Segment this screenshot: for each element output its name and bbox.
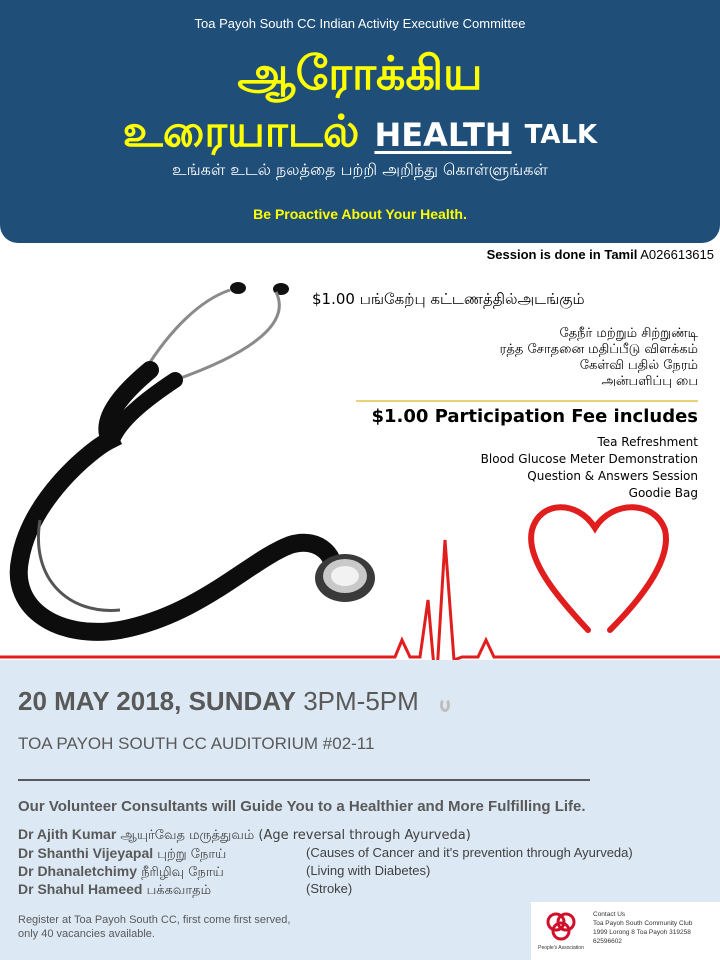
contact-box [531, 902, 720, 960]
consultant-topic: (Stroke) [306, 881, 353, 896]
decorative-arc-icon [440, 698, 450, 712]
talk-word: TALK [524, 119, 598, 150]
event-date: 20 MAY 2018, SUNDAY [18, 686, 296, 716]
fee-divider [356, 400, 698, 402]
consultant-name: Dr Shanthi Vijeyapal [18, 845, 154, 861]
registration-note [18, 913, 348, 941]
event-date-time [18, 686, 419, 717]
contact-address: 1999 Lorong 8 Toa Payoh 319258 [593, 929, 691, 936]
committee-name: Toa Payoh South CC Indian Activity Executive Committee [194, 16, 526, 31]
consultant-row [18, 863, 720, 881]
tamil-subtitle: உங்கள் உடல் நலத்தை பற்றி அறிந்து கொள்ளுங்கள் [172, 160, 548, 179]
consultant-tamil-topic: புற்று நோய் [157, 847, 227, 862]
org-name: People's Association [538, 945, 584, 951]
consultant-tamil-topic: பக்கவாதம் [146, 883, 212, 898]
heart-icon [531, 507, 666, 630]
consultant-tamil-topic: ஆயுர்வேத மருத்துவம் [120, 828, 255, 843]
peoples-association-logo-icon [545, 911, 577, 941]
session-label: Session is done in Tamil [486, 247, 638, 262]
list-item: அன்பளிப்பு பை [601, 374, 698, 389]
list-item: கேள்வி பதில் நேரம் [579, 358, 698, 373]
title-row [0, 106, 720, 163]
health-word: HEALTH [374, 115, 512, 154]
consultant-tamil-topic: நீரிழிவு நோய் [141, 865, 224, 880]
consultant-row [18, 826, 471, 844]
contact-heading: Contact Us [593, 911, 626, 918]
list-item: Blood Glucose Meter Demonstration [480, 452, 698, 466]
tamil-title-line2: உரையாடல் [122, 106, 360, 157]
event-time: 3PM-5PM [303, 686, 419, 716]
list-item: தேநீர் மற்றும் சிற்றுண்டி [559, 326, 698, 341]
consultant-topic: (Causes of Cancer and it's prevention through Ayurveda) [306, 845, 633, 860]
consultants-intro: Our Volunteer Consultants will Guide You to a Healthier and More Fulfilling Life. [18, 798, 586, 815]
consultant-topic: (Living with Diabetes) [306, 863, 431, 878]
consultant-row [18, 845, 720, 863]
tamil-title-line1: ஆரோக்கிய [237, 46, 483, 100]
fee-english-heading: $1.00 Participation Fee includes [371, 406, 698, 427]
consultant-name: Dr Ajith Kumar [18, 826, 117, 842]
consultant-topic: (Age reversal through Ayurveda) [258, 828, 471, 843]
fee-tamil-heading: $1.00 பங்கேற்பு கட்டணத்தில்அடங்கும் [312, 290, 585, 308]
fee-tamil-list [500, 326, 698, 390]
list-item: Tea Refreshment [597, 435, 698, 449]
contact-phone: 62596602 [593, 938, 622, 945]
list-item: Goodie Bag [628, 486, 698, 500]
fee-english-list [481, 434, 698, 502]
consultant-name: Dr Dhanaletchimy [18, 863, 138, 879]
contact-club: Toa Payoh South Community Club [593, 920, 693, 927]
registration-line: Register at Toa Payoh South CC, first come first served, [18, 914, 291, 926]
contact-details [593, 910, 692, 946]
list-item: Question & Answers Session [527, 469, 698, 483]
list-item: ரத்த சோதனை மதிப்பீடு விளக்கம் [499, 342, 698, 357]
session-code: A026613615 [640, 247, 714, 262]
section-divider [18, 779, 590, 781]
ear-tip-left-icon [230, 282, 246, 294]
proactive-tagline: Be Proactive About Your Health. [253, 206, 467, 222]
consultant-row [18, 881, 720, 899]
event-venue: TOA PAYOH SOUTH CC AUDITORIUM #02-11 [18, 734, 375, 753]
consultant-name: Dr Shahul Hameed [18, 881, 143, 897]
registration-line: only 40 vacancies available. [18, 928, 155, 940]
